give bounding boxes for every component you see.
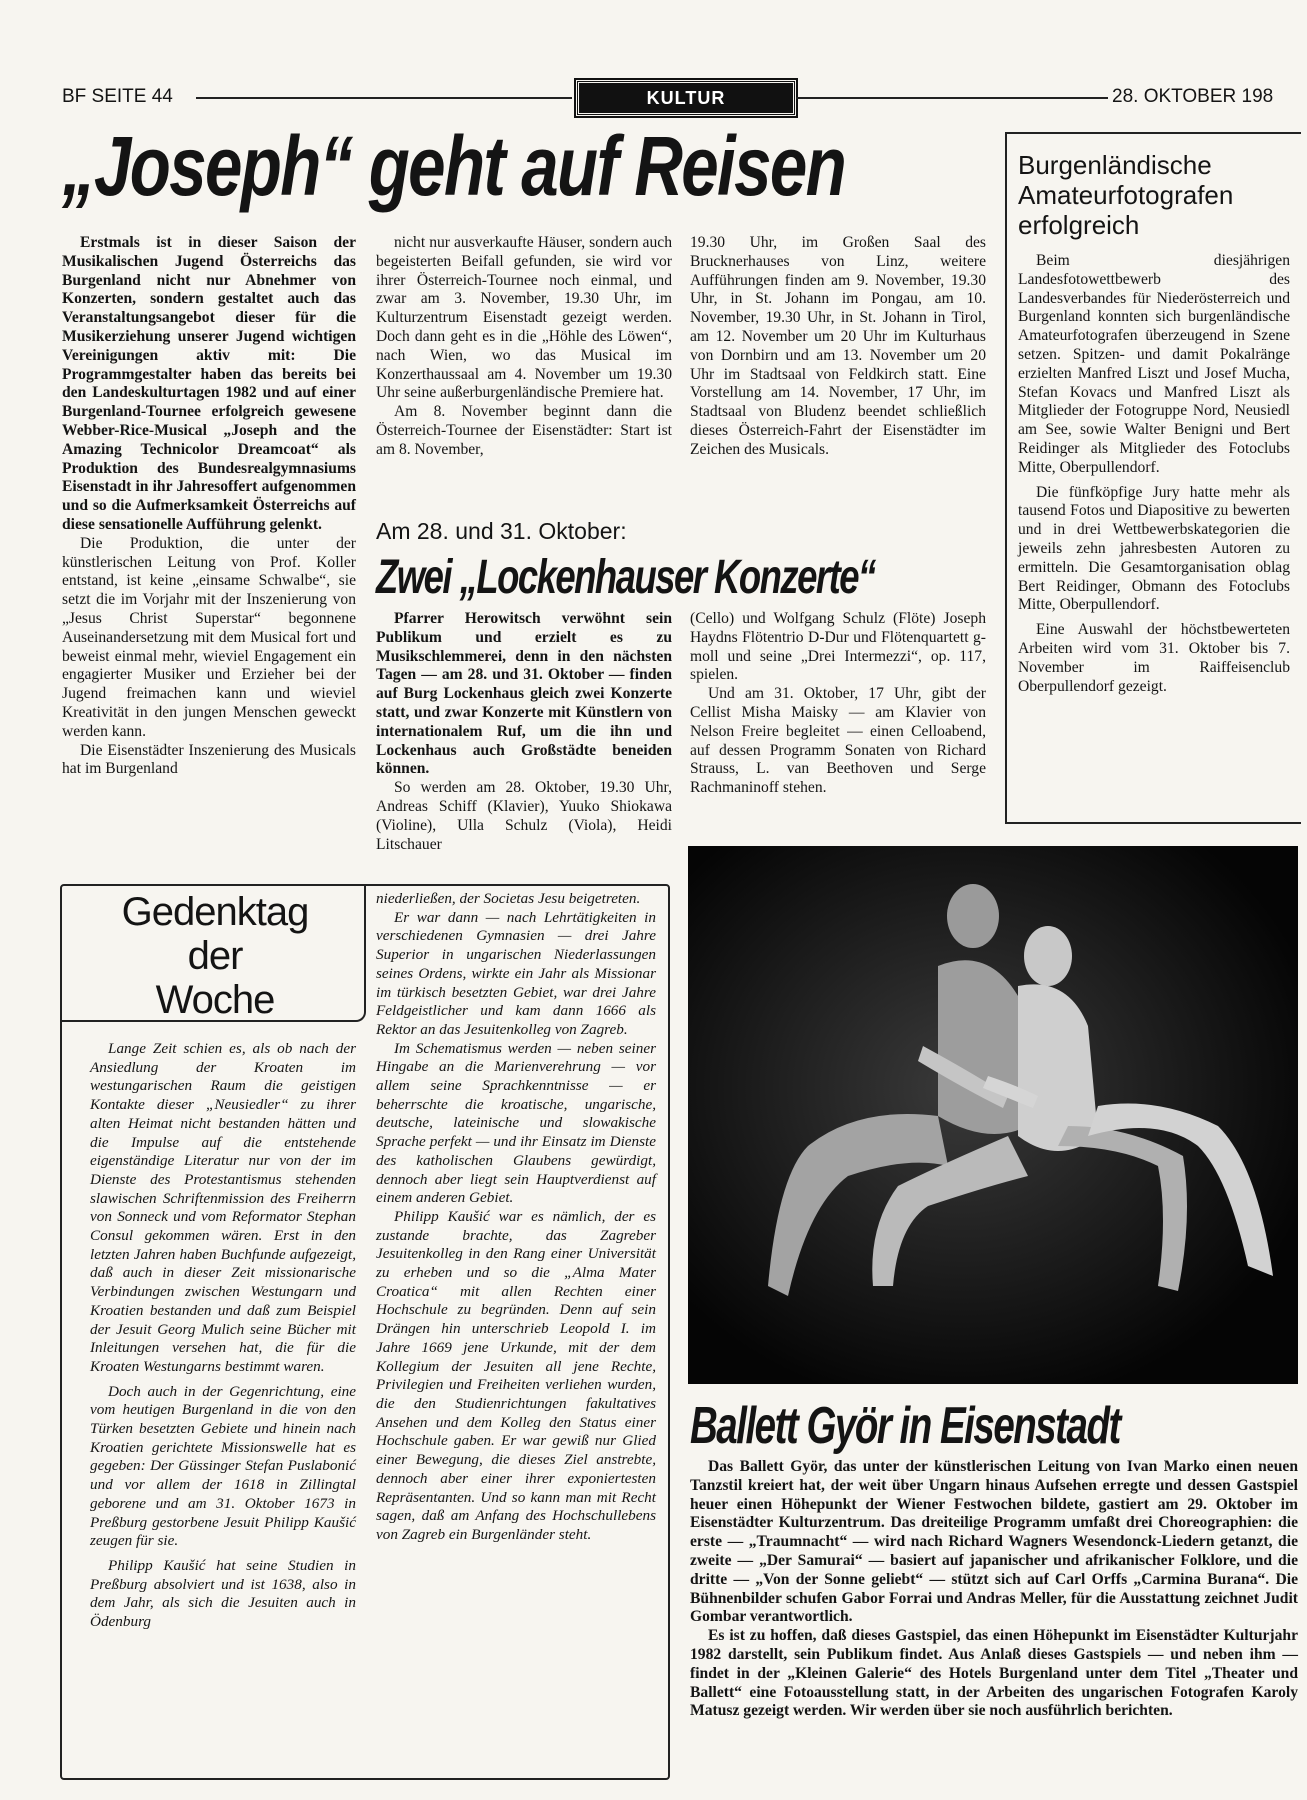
foto-paragraph: Beim diesjährigen Landesfotowettbewerb des Landesverbandes für Niederösterreich und Burgenland konnten sich burgenländische Amateurfotografen überzeugend in Szene setzen. Spitzen- und damit Pokalränge erzielten Manfred Liszt und Josef Mucha, Stefan Kovacs und Manfred Liszt als Mitglieder der Fotogruppe Nord, Neusiedl am See, sowie Walter Benigni und Bert Reidinger als Mitglieder des Fotoclubs Mitte, Oberpullendorf. (1018, 252, 1290, 476)
joseph-column-1 (62, 234, 356, 779)
ballett-headline: Ballett Györ in Eisenstadt (690, 1397, 1120, 1455)
gedenktag-paragraph: Philipp Kaušić hat seine Studien in Preßburg absolviert und ist 1638, also in dem Jahr, als sich die Jesuiten auch in Ödenburg (90, 1556, 356, 1631)
gedenktag-paragraph: Im Schematismus werden — neben seiner Hingabe an die Marienverehrung — vor allem seine Sprachkenntnisse — er beherrschte die kroatische, ungarische, deutsche, lateinische und slowakische Sprache perfekt — und ihr Einsatz im Dienste des katholischen Glaubens gewürdigt, dennoch aber liegt sein Hauptverdienst auf einem anderen Gebiet. (376, 1039, 656, 1207)
gedenktag-column-1 (90, 1040, 356, 1632)
page-label: BF SEITE 44 (62, 86, 173, 107)
joseph-column-2 (376, 234, 672, 460)
gedenktag-paragraph: Lange Zeit schien es, als ob nach der Ansiedlung der Kroaten im westungarischen Raum die geistigen Kontakte dieser „Neusiedler“ zu ihrer alten Heimat nicht bestanden hätten und die Impulse auf die entstehende eigenständige Literatur nur von der im Dienste des Protestantismus stehenden slawischen Schriftenmission des Freiherrn von Sonneck und vom Reformator Stephan Consul gekommen wären. Erst in den letzten Jahren haben Buchfunde aufgezeigt, daß auch in dieser Zeit missionarische Verbindungen zwischen Westungarn und Kroatien bestanden und daß zum Beispiel der Jesuit Georg Mulich seine Bücher mit Inleitungen versehen hat, die für die Kroaten Westungarns bestimmt waren. (90, 1040, 356, 1375)
lockenhaus-column-1 (376, 610, 672, 854)
lockenhaus-kicker: Am 28. und 31. Oktober: (376, 518, 627, 544)
lockenhaus-paragraph: (Cello) und Wolfgang Schulz (Flöte) Joseph Haydns Flötentrio D-Dur und Flötenquartett g-moll und seine „Drei Intermezzi“, op. 117, spielen. (690, 610, 986, 684)
joseph-paragraph: Am 8. November beginnt dann die Österreich-Tournee der Eisenstädter: Start ist am 8. November, (376, 403, 672, 458)
gedenktag-title-line: der (187, 934, 243, 978)
gedenktag-title (100, 890, 330, 1022)
section-label: KULTUR (576, 80, 796, 116)
joseph-paragraph: nicht nur ausverkaufte Häuser, sondern auch begeisterten Beifall gefunden, sie wird vor ihrer Österreich-Tournee noch einmal, und zwar am 3. November, 19.30 Uhr, im Kulturzentrum Eisenstadt gezeigt werden. Doch dann geht es in die „Höhle des Löwen“, nach Wien, wo das Musical im Konzerthaussaal am 4. November um 19.30 Uhr seine außerburgenländische Premiere hat. (376, 234, 672, 402)
foto-paragraph: Die fünfköpfige Jury hatte mehr als tausend Fotos und Diapositive zu bewerten und in drei Wettbewerbskategorien die jeweils zehn jahresbesten Autoren zu ermitteln. Die Gesamtorganisation oblag Bert Reidinger, Obmann des Fotoclubs Mitte, Oberpullendorf. (1018, 483, 1290, 614)
header-rule-left (196, 97, 572, 99)
ballet-dancers-image (688, 846, 1298, 1384)
gedenktag-column-2 (376, 890, 656, 1545)
foto-column (1018, 252, 1290, 696)
joseph-headline: „Joseph“ geht auf Reisen (62, 119, 846, 213)
joseph-column-3 (690, 234, 986, 460)
joseph-paragraph: Die Eisenstädter Inszenierung des Musicals hat im Burgenland (62, 741, 356, 778)
joseph-lead: Erstmals ist in dieser Saison der Musikalischen Jugend Österreichs das Burgenland nicht nur Abnehmer von Konzerten, sondern gestaltet auch das Veranstaltungsangebot dieser für die Musikerziehung unserer Jugend wichtigen Vereinigungen aktiv mit: Die Programmgestalter haben das bereits bei den Landeskulturtagen 1982 und auf einer Burgenland-Tournee erfolgreich gewesene Webber-Rice-Musical „Joseph and the Amazing Technicolor Dreamcoat“ als Produktion des Bundesrealgymnasiums Eisenstadt in ihr Jahresoffert aufgenommen und so die Aufmerksamkeit Österreichs auf diese sensationelle Aufführung gelenkt. (62, 234, 356, 533)
gedenktag-title-line: Gedenktag (121, 890, 309, 934)
ballett-column (690, 1458, 1298, 1721)
gedenktag-paragraph: Er war dann — nach Lehrtätigkeiten in verschiedenen Gymnasien — drei Jahre Superior in ungarischen Niederlassungen seines Ordens, wirkte ein Jahr als Missionar im türkisch besetzten Gebiet, war drei Jahre Feldgeistlicher und kam dann 1666 als Rektor an das Jesuitenkolleg von Zagreb. (376, 908, 656, 1038)
ballett-paragraph: Es ist zu hoffen, daß dieses Gastspiel, das einen Höhepunkt im Eisenstädter Kulturjahr 1982 darstellt, sein Publikum findet. Aus Anlaß dieses Gastspiels — und neben ihm — findet in der „Kleinen Galerie“ des Hotels Burgenland unter dem Titel „Theater und Ballett“ eine Fotoausstellung statt, in der Arbeiten des ungarischen Fotografen Karoly Matusz gezeigt werden. Wir werden über sie noch ausführlich berichten. (690, 1627, 1298, 1720)
ballet-photo (688, 846, 1298, 1384)
gedenktag-title-line: Woche (155, 978, 275, 1022)
issue-date: 28. OKTOBER 198 (1112, 86, 1274, 107)
header-rule-right (796, 97, 1108, 99)
joseph-paragraph: Die Produktion, die unter der künstlerischen Leitung von Prof. Koller entstand, ist keine „einsame Schwalbe“, sie setzt die im Vorjahr mit der Inszenierung von „Jesus Christ Superstar“ begonnene Auseinandersetzung mit dem Musical fort und beweist einmal mehr, wieviel Engagement ein engagierter Musiker und Erzieher bei der Jugend freimachen kann und wieviel Kreativität in den jungen Menschen geweckt werden kann. (62, 534, 356, 740)
lockenhaus-paragraph: So werden am 28. Oktober, 19.30 Uhr, Andreas Schiff (Klavier), Yuuko Shiokawa (Violine), Ulla Schulz (Viola), Heidi Litschauer (376, 779, 672, 853)
joseph-paragraph: 19.30 Uhr, im Großen Saal des Brucknerhauses von Linz, weitere Aufführungen finden am 9. November, 19.30 Uhr, in St. Johann im Pongau, am 10. November, 19.30 Uhr, in St. Johann in Tirol, am 12. November um 20 Uhr im Kulturhaus von Dornbirn und am 13. November um 20 Uhr im Stadtsaal von Feldkirch statt. Eine Vorstellung am 14. November, 17 Uhr, im Stadtsaal von Bludenz beendet schließlich dieses Österreich-Fahrt der Eisenstädter im Zeichen des Musicals. (690, 234, 986, 458)
ballett-paragraph: Das Ballett Györ, das unter der künstlerischen Leitung von Ivan Marko einen neuen Tanzstil kreiert hat, der weit über Ungarn hinaus Aufsehen erregte und dessen Gastspiel heuer einen Höhepunkt der Wiener Festwochen bildete, gastiert am 29. Oktober im Eisenstädter Kulturzentrum. Das dreiteilige Programm umfaßt drei Choreographien: die erste — „Traumnacht“ — wird nach Richard Wagners Wesendonck-Liedern getanzt, die zweite — „Der Samurai“ — basiert auf japanischer und afrikanischer Folklore, und die dritte — „Von der Sonne geliebt“ — stützt sich auf Carl Orffs „Carmina Burana“. Die Bühnenbilder schufen Gabor Forrai und Andras Meller, für die Ausstattung zeichnet Judit Gombar verantwortlich. (690, 1458, 1298, 1626)
lockenhaus-headline: Zwei „Lockenhauser Konzerte“ (376, 551, 875, 604)
foto-paragraph: Eine Auswahl der höchstbewerteten Arbeiten wird vom 31. Oktober bis 7. November im Raiffeisenclub Oberpullendorf gezeigt. (1018, 621, 1290, 695)
lockenhaus-column-2 (690, 610, 986, 798)
foto-headline: Burgenländische Amateurfotografen erfolgreich (1018, 150, 1234, 240)
lockenhaus-lead: Pfarrer Herowitsch verwöhnt sein Publikum und erzielt es zu Musikschlemmerei, denn in den nächsten Tagen — am 28. und 31. Oktober — finden auf Burg Lockenhaus gleich zwei Konzerte statt, und zwar Konzerte mit Künstlern von internationalem Ruf, um die ihn und Lockenhaus auch Großstädte beneiden können. (376, 610, 672, 778)
lockenhaus-paragraph: Und am 31. Oktober, 17 Uhr, gibt der Cellist Misha Maisky — am Klavier von Nelson Freire begleitet — einen Celloabend, auf dessen Programm Sonaten von Richard Strauss, L. van Beethoven und Serge Rachmaninoff stehen. (690, 685, 986, 797)
gedenktag-paragraph: Doch auch in der Gegenrichtung, eine vom heutigen Burgenland in die von den Türken besetzten Gebiete und hinein nach Kroatien gerichtete Missionswelle hat es gegeben: Der Güssinger Stefan Puslabonić und vor allem der 1618 in Zillingtal geborene und am 31. Oktober 1673 in Preßburg gestorbene Jesuit Philipp Kaušić zeugen für sie. (90, 1382, 356, 1550)
gedenktag-paragraph: niederließen, der Societas Jesu beigetreten. (376, 890, 641, 907)
gedenktag-paragraph: Philipp Kaušić war es nämlich, der es zustande brachte, das Zagreber Jesuitenkolleg in den Rang einer Universität zu erheben und so die „Alma Mater Croatica“ mit allen Rechten einer Hochschule zu begründen. Denn auf sein Drängen hin unterschrieb Leopold I. im Jahre 1669 jene Urkunde, mit der dem Kollegium der Jesuiten all jene Rechte, Privilegien und Freiheiten verliehen wurden, die den Studienrichtungen fakultatives Ansehen und dem Kolleg den Status einer Hochschule gaben. Er war gewiß nur Glied einer Bewegung, die dieses Ziel anstrebte, dennoch aber einer ihrer exponiertesten Repräsentanten. Und so kann man mit Recht sagen, daß am Anfang des Hochschullebens von Zagreb ein Burgenländer steht. (376, 1207, 656, 1543)
